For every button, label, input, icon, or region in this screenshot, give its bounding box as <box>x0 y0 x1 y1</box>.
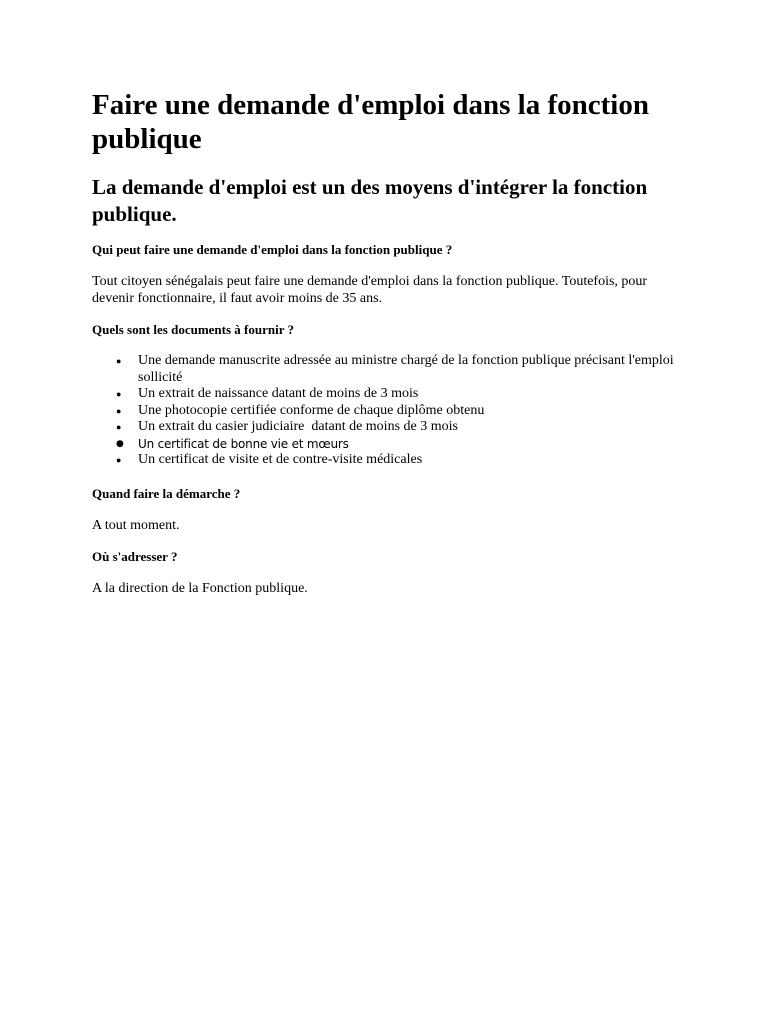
bullet-icon: ● <box>116 455 122 465</box>
list-item <box>92 436 688 453</box>
list-item <box>92 419 688 436</box>
list-item-text: Un extrait du casier judiciaire datant de moins de 3 mois <box>138 419 458 434</box>
list-item <box>92 386 688 403</box>
question-where: Où s'adresser ? <box>92 548 178 564</box>
list-item <box>92 403 688 420</box>
list-item-text: Un extrait de naissance datant de moins de 3 mois <box>138 386 419 401</box>
list-item <box>92 452 688 469</box>
bullet-icon: ● <box>116 356 122 366</box>
list-item-text: Une demande manuscrite adressée au ministre chargé de la fonction publique précisant l'emploi sollicité <box>138 353 674 385</box>
list-item <box>92 353 688 386</box>
document-subtitle: La demande d'emploi est un des moyens d'intégrer la fonction publique. <box>92 175 648 226</box>
list-item-text: Une photocopie certifiée conforme de chaque diplôme obtenu <box>138 402 485 418</box>
bullet-icon: ● <box>116 405 122 416</box>
question-documents: Quels sont les documents à fournir ? <box>92 322 294 337</box>
list-item-text: Un certificat de bonne vie et mœurs <box>138 436 349 451</box>
document-title: Faire une demande d'emploi dans la fonction publique <box>92 89 649 155</box>
answer-who: Tout citoyen sénégalais peut faire une demande d'emploi dans la fonction publique. Toutefois, pour devenir fonctionnaire, il faut avoir moins de 35 ans. <box>92 274 648 306</box>
bullet-icon: ● <box>116 422 122 432</box>
documents-list <box>92 353 688 469</box>
answer-where: A la direction de la Fonction publique. <box>92 580 308 596</box>
bullet-icon: ● <box>116 389 122 399</box>
question-when: Quand faire la démarche ? <box>92 485 241 501</box>
question-who: Qui peut faire une demande d'emploi dans la fonction publique ? <box>92 242 453 257</box>
answer-when: A tout moment. <box>92 517 180 533</box>
list-item-text: Un certificat de visite et de contre-visite médicales <box>138 452 423 467</box>
bullet-icon: ● <box>116 438 124 449</box>
